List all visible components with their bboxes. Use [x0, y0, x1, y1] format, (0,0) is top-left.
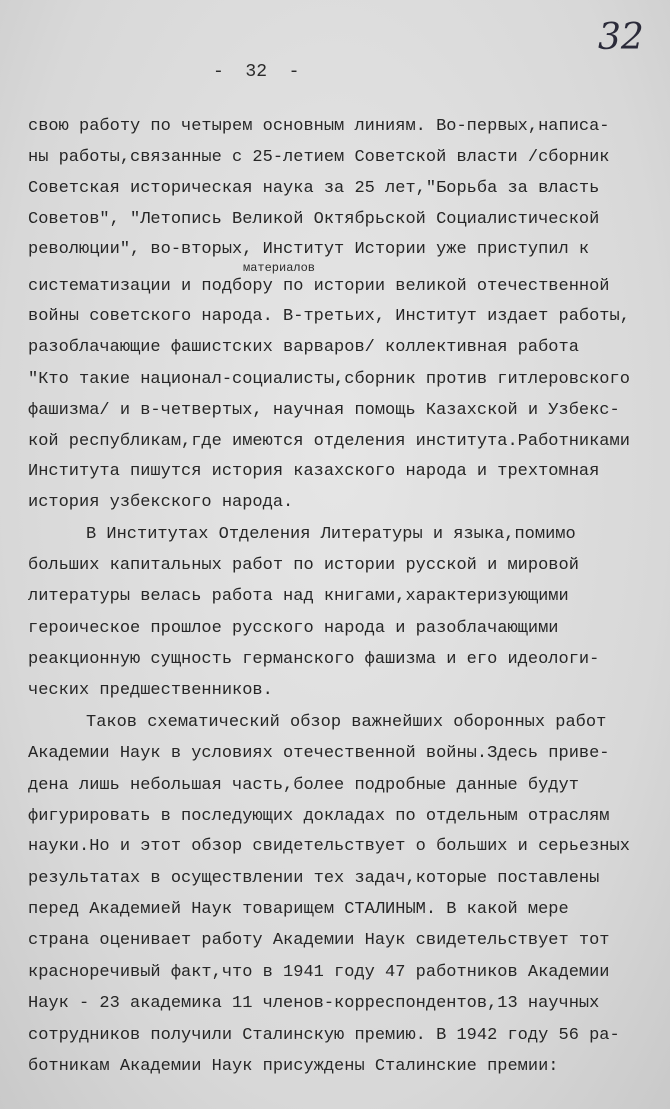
text-line: героическое прошлое русского народа и разоблачающими: [28, 619, 559, 638]
page-number: - 32 -: [213, 62, 300, 82]
text-line: фашизма/ и в-четвертых, научная помощь Казахской и Узбекс-: [28, 401, 620, 420]
handwritten-folio-number: 32: [598, 17, 644, 58]
text-line: "Кто такие национал-социалисты,сборник против гитлеровского: [28, 370, 630, 389]
text-line: больших капитальных работ по истории русской и мировой: [28, 556, 579, 575]
text-line: литературы велась работа над книгами,характеризующими: [28, 587, 569, 606]
text-line: систематизации и подбору по истории великой отечественной: [28, 277, 610, 296]
text-line: история узбекского народа.: [28, 493, 294, 512]
text-line: Советская историческая наука за 25 лет,"Борьба за власть: [28, 179, 600, 198]
text-line: перед Академией Наук товарищем СТАЛИНЫМ. В какой мере: [28, 900, 569, 919]
text-line: науки.Но и этот обзор свидетельствует о больших и серьезных: [28, 837, 630, 856]
text-line: сотрудников получили Сталинскую премию. В 1942 году 56 ра-: [28, 1026, 620, 1045]
text-line: ны работы,связанные с 25-летием Советской власти /сборник: [28, 148, 610, 167]
text-line: фигурировать в последующих докладах по отдельным отраслям: [28, 807, 610, 826]
text-line: результатах в осуществлении тех задач,которые поставлены: [28, 869, 600, 888]
text-line: ческих предшественников.: [28, 681, 273, 700]
text-line: ботникам Академии Наук присуждены Сталинские премии:: [28, 1057, 559, 1076]
text-line: Таков схематический обзор важнейших оборонных работ: [86, 713, 607, 732]
text-line: В Институтах Отделения Литературы и языка,помимо: [86, 525, 576, 544]
text-line: кой республикам,где имеются отделения института.Работниками: [28, 432, 630, 451]
text-line: Наук - 23 академика 11 членов-корреспондентов,13 научных: [28, 994, 600, 1013]
text-line: дена лишь небольшая часть,более подробные данные будут: [28, 776, 579, 795]
text-line: Академии Наук в условиях отечественной войны.Здесь приве-: [28, 744, 610, 763]
text-line: Советов", "Летопись Великой Октябрьской Социалистической: [28, 210, 600, 229]
text-line: красноречивый факт,что в 1941 году 47 работников Академии: [28, 963, 610, 982]
text-line: войны советского народа. В-третьих, Институт издает работы,: [28, 307, 630, 326]
handwritten-insertion: материалов: [243, 261, 316, 275]
text-line: реакционную сущность германского фашизма и его идеологи-: [28, 650, 600, 669]
text-line: разоблачающие фашистских варваров/ коллективная работа: [28, 338, 579, 357]
text-line: Института пишутся история казахского народа и трехтомная: [28, 462, 600, 481]
text-line: страна оценивает работу Академии Наук свидетельствует тот: [28, 931, 610, 950]
text-line: революции", во-вторых, Институт Истории уже приступил к: [28, 240, 590, 259]
text-line: свою работу по четырем основным линиям. Во-первых,написа-: [28, 117, 610, 136]
